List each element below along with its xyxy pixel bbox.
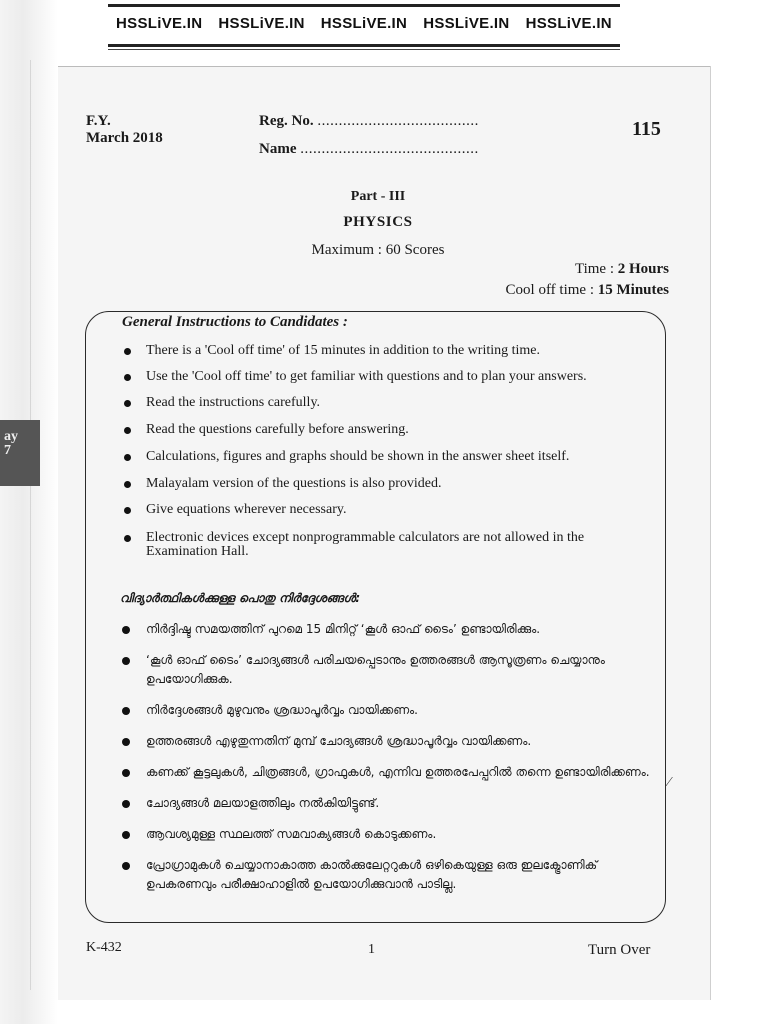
bullet-icon bbox=[124, 374, 131, 381]
reg-no-dots: ...................................... bbox=[317, 113, 479, 129]
banner-rule-bottom bbox=[108, 44, 620, 47]
list-item: There is a 'Cool off time' of 15 minutes in addition to the writing time. bbox=[120, 344, 650, 358]
subject-title: PHYSICS bbox=[343, 214, 413, 230]
paper-code: 115 bbox=[632, 118, 661, 140]
banner-item: HSSLiVE.IN bbox=[525, 15, 612, 32]
bullet-icon bbox=[124, 454, 131, 461]
list-item: Give equations wherever necessary. bbox=[120, 503, 650, 517]
malayalam-instructions-list bbox=[120, 620, 650, 894]
bullet-icon bbox=[124, 507, 131, 514]
list-item: Electronic devices except nonprogrammable calculators are not allowed in the Examination Hall. bbox=[120, 531, 650, 559]
bullet-icon bbox=[124, 427, 131, 434]
instructions-list bbox=[120, 338, 650, 559]
turn-over: Turn Over bbox=[588, 942, 651, 958]
list-item: ഉത്തരങ്ങൾ എഴുതുന്നതിന് മുമ്പ് ചോദ്യങ്ങൾ ശ്രദ്ധാപൂർവ്വം വായിക്കണം. bbox=[120, 732, 650, 751]
exam-session bbox=[86, 113, 163, 147]
bullet-icon bbox=[122, 769, 130, 777]
bullet-icon bbox=[122, 831, 130, 839]
bullet-icon bbox=[122, 707, 130, 715]
bullet-icon bbox=[122, 738, 130, 746]
name-dots: .......................................... bbox=[300, 141, 479, 157]
banner-rule-bottom-thin bbox=[108, 49, 620, 50]
malayalam-instructions-title: വിദ്യാർത്ഥികൾക്കുള്ള പൊതു നിർദ്ദേശങ്ങൾ: bbox=[120, 591, 361, 605]
paper-edge-right bbox=[710, 66, 711, 1000]
list-item: ‘കൂൾ ഓഫ് ടൈം’ ചോദ്യങ്ങൾ പരിചയപ്പെടാനും ഉത്തരങ്ങൾ ആസൂത്രണം ചെയ്യാനും ഉപയോഗിക്കുക. bbox=[120, 651, 650, 689]
banner-item: HSSLiVE.IN bbox=[320, 15, 408, 32]
list-item: Malayalam version of the questions is also provided. bbox=[120, 477, 650, 491]
reg-no-field bbox=[259, 113, 479, 130]
list-item: പ്രോഗ്രാമുകൾ ചെയ്യാനാകാത്ത കാൽക്കുലേറ്ററുകൾ ഒഴികെയുള്ള ഒരു ഇലക്ട്രോണിക് ഉപകരണവും പരീക്ഷാഹാളിൽ ഉപയോഗിക്കുവാൻ പാടില്ല. bbox=[120, 856, 650, 894]
part-label: Part - III bbox=[350, 189, 406, 204]
bullet-icon bbox=[122, 862, 130, 870]
list-item: Use the 'Cool off time' to get familiar with questions and to plan your answers. bbox=[120, 370, 650, 384]
list-item: കണക്ക് കൂട്ടലുകൾ, ചിത്രങ്ങൾ, ഗ്രാഫുകൾ, എന്നിവ ഉത്തരപേപ്പറിൽ തന്നെ ഉണ്ടായിരിക്കണം. bbox=[120, 763, 650, 782]
list-item: ചോദ്യങ്ങൾ മലയാളത്തിലും നൽകിയിട്ടുണ്ട്. bbox=[120, 794, 650, 813]
banner-item: HSSLiVE.IN bbox=[116, 15, 203, 32]
name-field bbox=[259, 141, 479, 158]
instructions-title: General Instructions to Candidates : bbox=[122, 314, 348, 330]
reg-no-label: Reg. No. bbox=[259, 113, 314, 129]
cooloff-label: Cool off time : bbox=[505, 282, 598, 298]
watermark-banner bbox=[108, 0, 620, 54]
name-label: Name bbox=[259, 141, 297, 157]
banner-rule-top bbox=[108, 4, 620, 7]
scan-left-margin bbox=[0, 0, 58, 1024]
paper-edge-top bbox=[58, 66, 710, 67]
bullet-icon bbox=[122, 800, 130, 808]
pen-mark-icon: ⁄ bbox=[668, 775, 671, 790]
list-item: നിർദ്ദേശങ്ങൾ മുഴുവനും ശ്രദ്ധാപൂർവ്വം വായിക്കണം. bbox=[120, 701, 650, 720]
time-value: 2 Hours bbox=[617, 261, 669, 277]
banner-text bbox=[108, 15, 620, 32]
list-item: Read the instructions carefully. bbox=[120, 396, 650, 410]
page-number: 1 bbox=[368, 942, 375, 957]
bullet-icon bbox=[124, 481, 131, 488]
footer-code: K-432 bbox=[86, 940, 122, 955]
fy-label: F.Y. bbox=[86, 113, 111, 129]
bullet-icon bbox=[122, 657, 130, 665]
max-scores: Maximum : 60 Scores bbox=[311, 242, 445, 258]
bullet-icon bbox=[124, 348, 131, 355]
side-tab: ay 7 bbox=[0, 420, 40, 486]
bullet-icon bbox=[122, 626, 130, 634]
session-label: March 2018 bbox=[86, 130, 163, 146]
banner-item: HSSLiVE.IN bbox=[218, 15, 305, 32]
bullet-icon bbox=[124, 400, 131, 407]
bullet-icon bbox=[124, 535, 131, 542]
list-item: Read the questions carefully before answering. bbox=[120, 423, 650, 437]
cooloff-time bbox=[506, 282, 669, 299]
banner-item: HSSLiVE.IN bbox=[423, 15, 510, 32]
time-label: Time : bbox=[574, 261, 618, 277]
time-allowed bbox=[575, 261, 669, 278]
list-item: ആവശ്യമുള്ള സ്ഥലത്ത് സമവാക്യങ്ങൾ കൊടുക്കണം. bbox=[120, 825, 650, 844]
cooloff-value: 15 Minutes bbox=[597, 282, 669, 298]
list-item: Calculations, figures and graphs should be shown in the answer sheet itself. bbox=[120, 450, 650, 464]
list-item: നിർദ്ദിഷ്ട സമയത്തിന് പുറമെ 15 മിനിറ്റ് ‘കൂൾ ഓഫ് ടൈം’ ഉണ്ടായിരിക്കും. bbox=[120, 620, 650, 639]
